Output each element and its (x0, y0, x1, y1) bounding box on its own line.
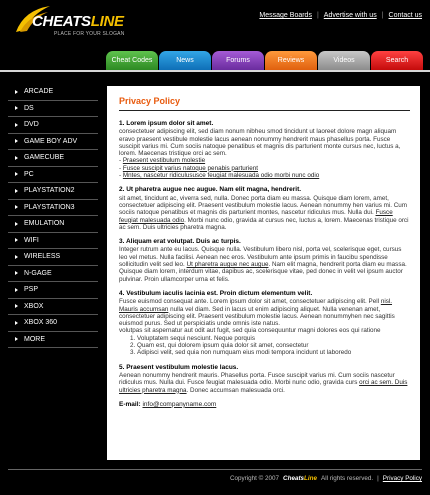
arrow-right-icon (15, 337, 18, 341)
email-label: E-mail: (119, 400, 141, 408)
email-link[interactable]: info@companyname.com (142, 400, 217, 408)
message-boards-link[interactable]: Message Boards (259, 12, 312, 19)
sidebar-item-label: DS (24, 104, 34, 112)
policy-section-3 (119, 238, 410, 283)
sidebar-item-wifi[interactable] (8, 233, 98, 250)
sidebar-item-label: N-GAGE (24, 269, 52, 277)
arrow-right-icon (15, 189, 18, 193)
section-link-list (119, 157, 410, 179)
tab-news[interactable]: News (159, 51, 211, 70)
section-heading: 1. Lorem ipsum dolor sit amet. (119, 120, 214, 127)
tab-reviews[interactable]: Reviews (265, 51, 317, 70)
header-divider (0, 70, 430, 72)
sidebar-item-xbox[interactable] (8, 299, 98, 316)
sidebar-item-xbox-360[interactable] (8, 315, 98, 332)
arrow-right-icon (15, 90, 18, 94)
sidebar-item-more[interactable] (8, 332, 98, 349)
footer-separator: | (377, 475, 379, 482)
sidebar-item-emulation[interactable] (8, 216, 98, 233)
section-text: sit amet, tincidunt ac, viverra sed, nulla. Donec porta diam eu massa. Quisque diam lorem, amet, consectetuer adipiscing elit. Praesent vestibulum molestie lacus. Aenean nonummy hen varius mi. Cum sociis natoque penatibus et magnis dis parturient montes, nascetur ridiculus mus. Nulla dui. Fusce feugiat malesuada odio. Morbi nunc odio, gravida at cursus nec, luctus a, lorem. Maecenas tristique orci ac sem. Duis ultricies pharetra magna. (119, 194, 409, 231)
sidebar-item-gamecube[interactable] (8, 150, 98, 167)
section-numbered-list (131, 335, 410, 357)
sidebar-item-label: MORE (24, 335, 45, 343)
list-item: 3. Adipisci velit, sed quia non numquam eius modi tempora incidunt ut laboredo (137, 349, 410, 356)
section-link[interactable]: Ut pharetra augue nec augue (186, 261, 269, 269)
logo-tagline: PLACE FOR YOUR SLOGAN (54, 31, 125, 37)
tab-cheat-codes[interactable]: Cheat Codes (106, 51, 158, 70)
section-heading: 5. Praesent vestibulum molestie lacus. (119, 363, 239, 371)
top-links (259, 12, 422, 19)
sidebar-item-ds[interactable] (8, 101, 98, 118)
sidebar-item-label: XBOX 360 (24, 319, 58, 327)
section-link[interactable]: Praesent vestibulum molestie (122, 157, 206, 165)
tab-forums[interactable]: Forums (212, 51, 264, 70)
policy-section-5 (119, 364, 410, 394)
policy-section-1 (119, 120, 410, 179)
footer-brand: CheatsLine (283, 475, 317, 482)
policy-section-2 (119, 186, 410, 231)
arrow-right-icon (15, 321, 18, 325)
list-item: 2. Quam est, qui dolorem ipsum quia dolor sit amet, consectetur (137, 342, 410, 349)
tab-search[interactable]: Search (371, 51, 423, 70)
sidebar-item-label: PLAYSTATION2 (24, 187, 75, 195)
sidebar-item-label: GAMECUBE (24, 154, 65, 162)
sidebar-item-label: WIRELESS (24, 253, 61, 261)
footer (230, 475, 422, 482)
sidebar-item-game-boy-adv[interactable] (8, 134, 98, 151)
content-panel (107, 86, 420, 460)
arrow-right-icon (15, 304, 18, 308)
section-heading: 4. Vestibulum iaculis lacinia est. Proin dictum elementum velit. (119, 289, 313, 297)
link-separator: | (381, 12, 384, 19)
section-link[interactable]: Mntes, nascetur ridiculususce feugiat malesuada odio morbi nunc odio (122, 172, 320, 180)
list-item (119, 172, 410, 179)
sidebar-item-label: GAME BOY ADV (24, 137, 78, 145)
sidebar-item-label: PSP (24, 286, 39, 294)
sidebar-item-arcade[interactable] (8, 84, 98, 101)
arrow-right-icon (15, 106, 18, 110)
sidebar-item-label: PC (24, 170, 34, 178)
sidebar-item-label: DVD (24, 121, 39, 129)
logo-text: CHEATSLINE (32, 13, 124, 30)
section-heading: 2. Ut pharetra augue nec augue. Nam elit magna, hendrerit. (119, 186, 302, 194)
contact-link[interactable]: Contact us (388, 12, 422, 19)
link-separator: | (316, 12, 319, 19)
sidebar-item-psp[interactable] (8, 282, 98, 299)
list-item: 1. Voluptatem sequi nesciunt. Neque porquis (137, 335, 410, 342)
section-link[interactable]: orci ac sem. Duis ultricies pharetra magna (119, 379, 408, 394)
sidebar-item-dvd[interactable] (8, 117, 98, 134)
section-text: volutpas sit aspernatur aut odit aut fugit, sed quia consequuntur magni dolores eos qui ratione (119, 327, 381, 335)
sidebar-item-label: WIFI (24, 236, 39, 244)
footer-divider (8, 469, 422, 470)
section-link[interactable]: nisl. Mauris accumsan (119, 298, 393, 313)
sidebar-item-label: ARCADE (24, 88, 54, 96)
sidebar-item-n-gage[interactable] (8, 266, 98, 283)
arrow-right-icon (15, 222, 18, 226)
section-heading: 3. Aliquam erat volutpat. Duis ac turpis. (119, 238, 241, 246)
section-link[interactable]: Fusce feugiat malesuada odio (119, 209, 393, 224)
sidebar-item-label: EMULATION (24, 220, 65, 228)
advertise-link[interactable]: Advertise with us (323, 12, 377, 19)
section-text: Integer rutrum ante eu lacus. Quisque nulla. Vestibulum libero nisl, porta vel, scelerisque eget, cursus leo vel metus. Nulla facilisi. Aenean nec eros. Vestibulum ante ipsum primis in faucibu spendisse sollicitudin velit sed leo. Ut pharetra augue nec augue. Nam elit magna, hendrerit porta diam eu massa. Quisque diam lorem, interdum vitae, dapibus ac, scelerisque vitae, ped donec in velit vel ipsum auctor pulvinar. Proin ullamcorper urna et felis. (119, 246, 407, 283)
header (0, 0, 430, 70)
copyright-text: Copyright © 2007 (229, 475, 280, 482)
sidebar-item-wireless[interactable] (8, 249, 98, 266)
email-line (119, 401, 410, 408)
main-nav-tabs (106, 51, 424, 70)
section-link[interactable]: Fusce suscipit varius natoque penabis parturient (122, 164, 258, 172)
section-text: consectetuer adipiscing elit, sed diam nonum nibheu smod tincidunt ut laoreet dolore magn aliquam eravo praesent vestibule molestie lacus aenean nonummy hendrerit maus phasellus porta. Fusce suscipit varius mi. Cum sociis natoque penatibus et magnis dis parturient monte cursus nec, luctus a, lorem. Maecenas tristique orci ac sem. (119, 128, 401, 158)
arrow-right-icon (15, 123, 18, 127)
list-item (119, 157, 410, 164)
arrow-right-icon (15, 255, 18, 259)
logo[interactable] (14, 4, 144, 44)
privacy-policy-link[interactable]: Privacy Policy (382, 475, 422, 482)
policy-section-4 (119, 290, 410, 357)
list-item (119, 165, 410, 172)
title-divider (119, 110, 410, 111)
arrow-right-icon (15, 288, 18, 292)
sidebar-item-label: XBOX (24, 302, 44, 310)
arrow-right-icon (15, 139, 18, 143)
sidebar-item-playstation3[interactable] (8, 200, 98, 217)
tab-videos[interactable]: Videos (318, 51, 370, 70)
page-title: Privacy Policy (119, 96, 181, 106)
arrow-right-icon (15, 271, 18, 275)
rights-text: All rights reserved. (321, 475, 374, 482)
section-text: Aenean nonummy hendrerit mauris. Phasellus porta. Fusce suscipit varius mi. Cum sociis nascetur ridiculus mus. Nulla dui. Fusce feugiat malesuada odio. Morbi nunc odio, gravida curs orci ac sem. Duis ultricies pharetra magna. Donec accumsan malesuada orci. (119, 371, 408, 394)
arrow-right-icon (15, 172, 18, 176)
sidebar-item-label: PLAYSTATION3 (24, 203, 75, 211)
sidebar-item-playstation2[interactable] (8, 183, 98, 200)
arrow-right-icon (15, 205, 18, 209)
sidebar (8, 84, 98, 348)
section-text: Fusce euismod consequat ante. Lorem ipsum dolor sit amet, consectetuer adipiscing elit. Pell nisl. Mauris accumsan nulla vel diam. Sed in lacus ut enim adipiscing aliquet. Nulla venenan amet, consectetuer adipiscing elit. Praesent vestibulum molestie lacus. Aenean nonummyhen nec sagittis euismod purus. Sed ut perspiciatis unde omnis iste natus. (119, 298, 395, 328)
sidebar-item-pc[interactable] (8, 167, 98, 184)
arrow-right-icon (15, 238, 18, 242)
arrow-right-icon (15, 156, 18, 160)
